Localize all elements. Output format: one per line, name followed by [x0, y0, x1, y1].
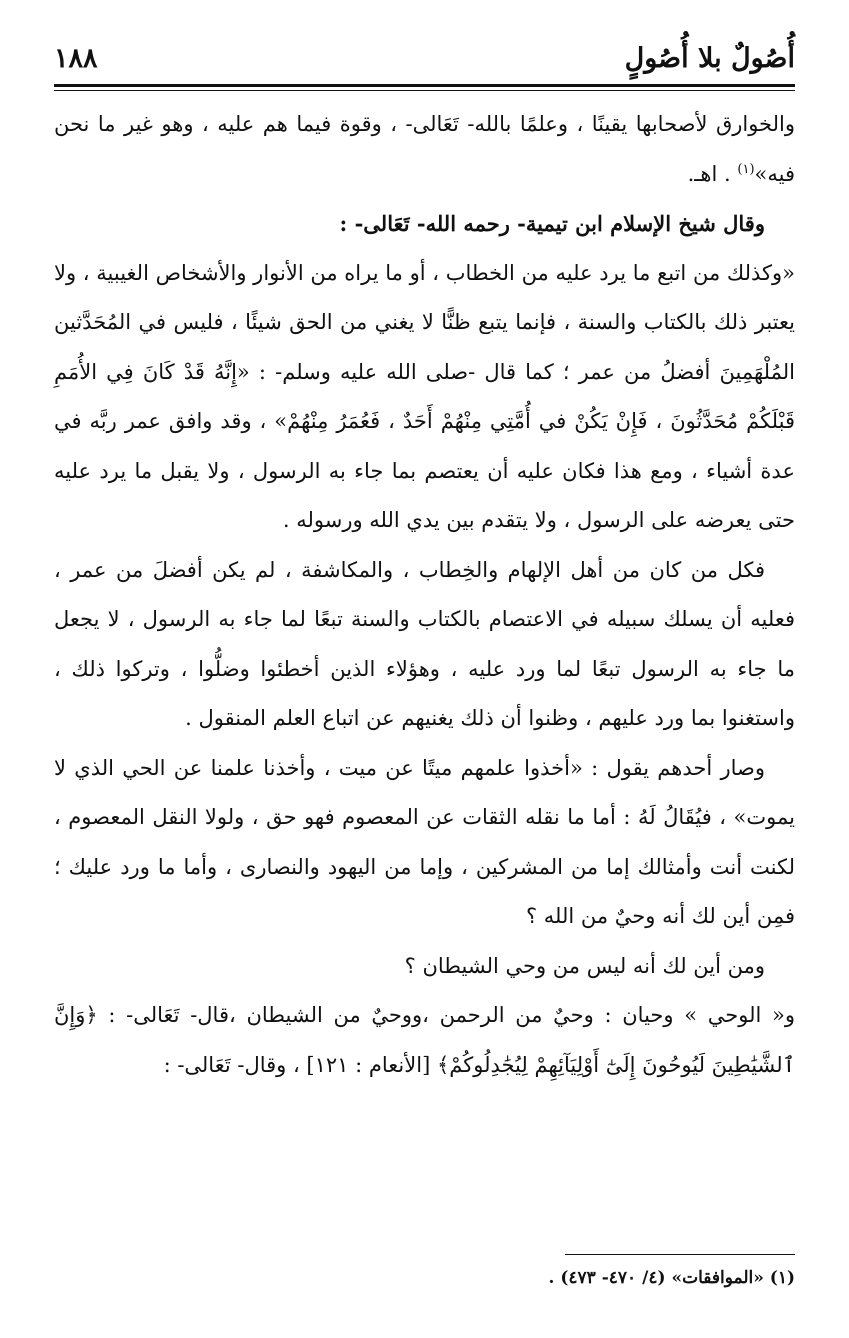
paragraph-4: فكل من كان من أهل الإلهام والخِطاب ، والمكاشفة ، لم يكن أفضلَ من عمر ، فعليه أن يسلك سبيله في الاعتصام بالكتاب والسنة تبعًا لما جاء به الرسول ، لا يجعل ما جاء به الرسول تبعًا لما ورد عليه ، وهؤلاء الذين أخطئوا وضلُّوا ، وتركوا ذلك ، واستغنوا بما ورد عليهم ، وظنوا أن ذلك يغنيهم عن اتباع العلم المنقول . — [54, 557, 795, 730]
book-page — [40, 0, 809, 1338]
paragraph-2: وقال شيخ الإسلام ابن تيمية- رحمه الله- تَعَالى- : — [339, 211, 765, 236]
book-title: أُصُولٌ بلا أُصُولٍ — [624, 42, 795, 74]
header-rule-thick — [54, 84, 795, 87]
footnote: (١) «الموافقات» (٤/ ٤٧٠- ٤٧٣) . — [548, 1268, 795, 1288]
footnote-rule — [565, 1254, 795, 1255]
paragraph-1: والخوارق لأصحابها يقينًا ، وعلمًا بالله- تَعَالى- ، وقوة فيما هم عليه ، وهو غير ما نحن فيه»$^{(١)}$ . اهـ. — [54, 112, 795, 186]
body-text — [54, 100, 795, 1090]
paragraph-3: «وكذلك من اتبع ما يرد عليه من الخطاب ، أو ما يراه من الأنوار والأشخاص الغيبية ، ولا يعتبر ذلك بالكتاب والسنة ، فإنما يتبع ظنًّا لا يغني من الحق شيئًا ، فليس في المُحَدَّثين المُلْهَمِينَ أفضلُ من عمر ؛ كما قال -صلى الله عليه وسلم- : «إِنَّهُ قَدْ كَانَ فِي الأُمَمِ قَبْلَكُمْ مُحَدَّثُونَ ، فَإِنْ يَكُنْ في أُمَّتِي مِنْهُمْ أَحَدٌ ، فَعُمَرُ مِنْهُمْ» ، وقد وافق عمر ربَّه في عدة أشياء ، ومع هذا فكان عليه أن يعتصم بما جاء به الرسول ، ولا يقبل ما يرد عليه حتى يعرضه على الرسول ، ولا يتقدم بين يدي الله ورسوله . — [54, 260, 796, 532]
paragraph-6: ومن أين لك أنه ليس من وحي الشيطان ؟ — [404, 953, 765, 978]
page-header — [54, 34, 795, 82]
footnote-marker: (١) — [737, 161, 755, 177]
paragraph-7: و« الوحي » وحيان : وحيٌ من الرحمن ،ووحيٌ من الشيطان ،قال- تَعَالى- : ﴿وَإِنَّ ٱلشَّيَٰطِينَ لَيُوحُونَ إِلَىٰٓ أَوْلِيَآئِهِمْ لِيُجَٰدِلُوكُمْ﴾ [الأنعام : ١٢١] ، وقال- تَعَالى- : — [54, 1003, 795, 1077]
header-rule-thin — [54, 90, 795, 91]
page-number: ١٨٨ — [54, 42, 98, 74]
paragraph-5: وصار أحدهم يقول : «أخذوا علمهم ميتًا عن ميت ، وأخذنا علمنا عن الحي الذي لا يموت» ، فيُقَالُ لَهُ : أما ما نقله الثقات عن المعصوم فهو حق ، ولولا النقل المعصوم ، لكنت أنت وأمثالك إما من المشركين ، وإما من اليهود والنصارى ، وأما ما ورد عليك ؛ فمِن أين لك أنه وحيٌ من الله ؟ — [54, 755, 795, 928]
